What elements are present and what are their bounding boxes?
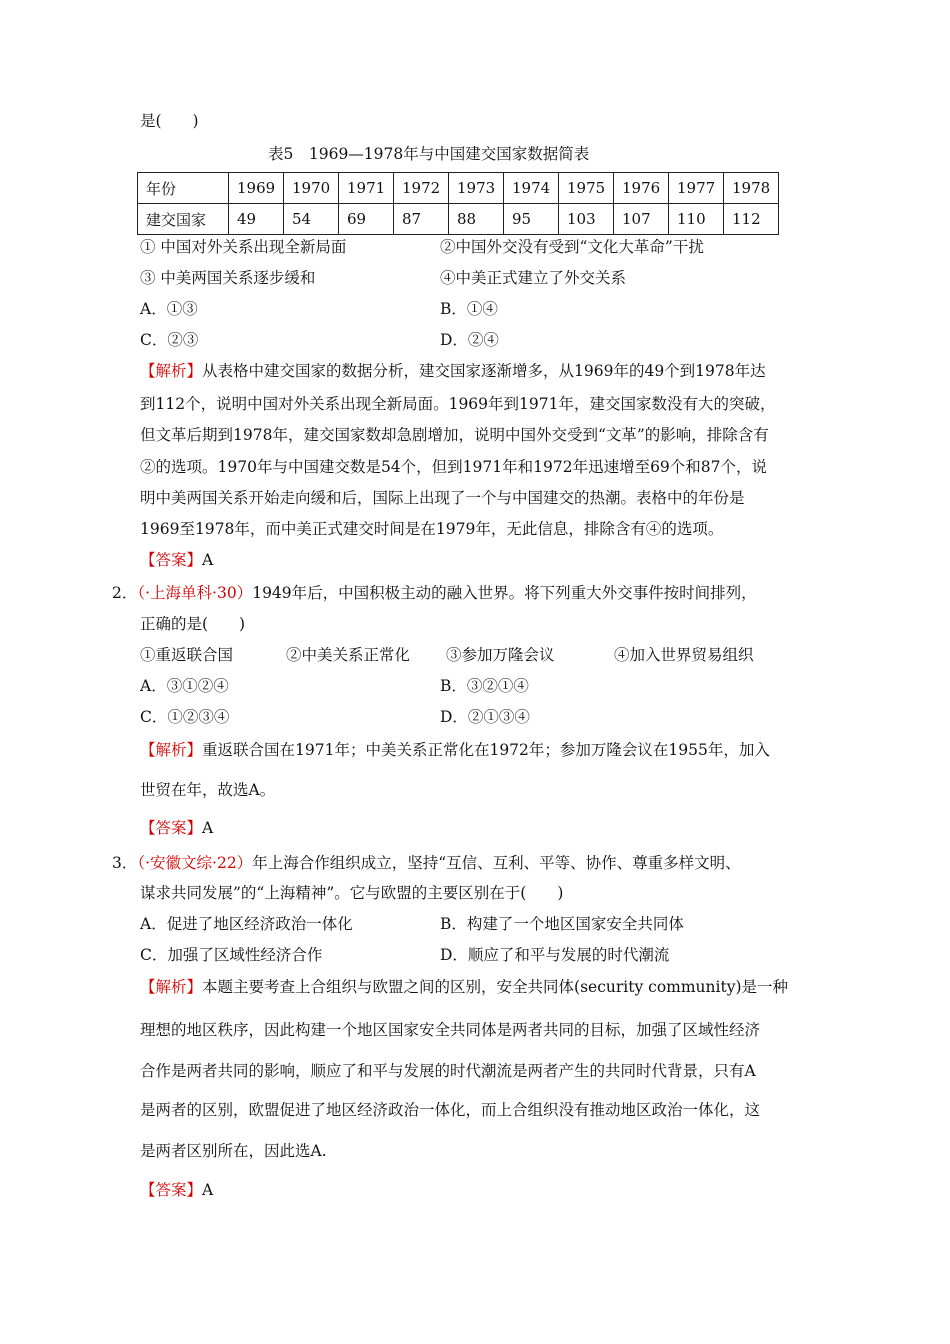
q1-option-d: D．②④ [440, 331, 499, 349]
answer-tag: 【答案】 [140, 819, 203, 837]
q3-option-d: D．顺应了和平与发展的时代潮流 [440, 946, 670, 964]
q2-option-c: C．①②③④ [140, 708, 230, 726]
q1-analysis-line: 但文革后期到1978年，建交国家数却急剧增加，说明中国外交受到“文革”的影响，排除含有 [140, 426, 769, 444]
q2-option-d: D．②①③④ [440, 708, 530, 726]
table-cell: 1973 [449, 173, 504, 204]
table-cell: 1970 [284, 173, 339, 204]
table-cell: 1969 [229, 173, 284, 204]
q2-analysis-line: 【解析】重返联合国在1971年；中美关系正常化在1972年；参加万隆会议在1955年，加入 [140, 741, 770, 759]
q3-answer: 【答案】A [140, 1181, 214, 1199]
table-cell: 107 [614, 204, 669, 235]
table-cell: 88 [449, 204, 504, 235]
table-caption: 表5 1969—1978年与中国建交国家数据简表 [268, 145, 590, 163]
q1-analysis-line: 【解析】从表格中建交国家的数据分析，建交国家逐渐增多，从1969年的49个到1978年达 [140, 362, 766, 380]
q1-analysis-line: 1969至1978年，而中美正式建交时间是在1979年，无此信息，排除含有④的选项。 [140, 520, 724, 538]
q3-analysis-line: 是两者的区别，欧盟促进了地区经济政治一体化，而上合组织没有推动地区政治一体化，这 [140, 1101, 761, 1119]
q3-analysis-line: 【解析】本题主要考查上合组织与欧盟之间的区别，安全共同体(security community)是一种 [140, 978, 788, 996]
table-row [138, 204, 779, 235]
table-cell: 110 [669, 204, 724, 235]
q3-option-b: B．构建了一个地区国家安全共同体 [440, 915, 684, 933]
q2-item-1: ①重返联合国 [140, 646, 234, 664]
q1-option-c: C．②③ [140, 331, 199, 349]
q3-analysis-line: 合作是两者共同的影响，顺应了和平与发展的时代潮流是两者产生的共同时代背景，只有A [140, 1062, 756, 1080]
table-cell: 69 [339, 204, 394, 235]
q3-stem-line: 谋求共同发展”的“上海精神”。它与欧盟的主要区别在于( ) [140, 884, 564, 902]
answer-tag: 【答案】 [140, 1181, 203, 1199]
q1-item-1: ① 中国对外关系出现全新局面 [140, 238, 347, 256]
table-cell: 1971 [339, 173, 394, 204]
table-row [138, 173, 779, 204]
analysis-tag: 【解析】 [140, 741, 203, 759]
data-table [137, 172, 779, 235]
q2-analysis-line: 世贸在年，故选A。 [140, 781, 276, 799]
q1-stem-tail: 是( ) [140, 112, 199, 130]
q1-option-a: A．①③ [140, 300, 198, 318]
table-cell: 112 [724, 204, 779, 235]
q3-analysis-line: 理想的地区秩序，因此构建一个地区国家安全共同体是两者共同的目标，加强了区域性经济 [140, 1021, 761, 1039]
analysis-tag: 【解析】 [140, 362, 203, 380]
q2-item-4: ④加入世界贸易组织 [614, 646, 754, 664]
q2-option-a: A．③①②④ [140, 677, 229, 695]
table-cell: 1976 [614, 173, 669, 204]
q2-answer: 【答案】A [140, 819, 214, 837]
q1-answer: 【答案】A [140, 551, 214, 569]
q3-option-a: A．促进了地区经济政治一体化 [140, 915, 353, 933]
q2-option-b: B．③②①④ [440, 677, 529, 695]
q1-item-4: ④中美正式建立了外交关系 [440, 269, 627, 287]
q1-analysis-line: 明中美两国关系开始走向缓和后，国际上出现了一个与中国建交的热潮。表格中的年份是 [140, 489, 745, 507]
table-cell: 1972 [394, 173, 449, 204]
q1-item-3: ③ 中美两国关系逐步缓和 [140, 269, 316, 287]
table-cell: 95 [504, 204, 559, 235]
q2-stem-line: 正确的是( ) [140, 615, 246, 633]
q1-analysis-line: 到112个，说明中国对外关系出现全新局面。1969年到1971年，建交国家数没有大的突破， [140, 395, 776, 413]
q2-stem-line: 2．（·上海单科·30）1949年后，中国积极主动的融入世界。将下列重大外交事件按时间排列， [112, 584, 757, 602]
q1-option-b: B．①④ [440, 300, 498, 318]
table-cell: 87 [394, 204, 449, 235]
table-cell: 建交国家 [138, 204, 229, 235]
q3-stem-line: 3．（·安徽文综·22）年上海合作组织成立，坚持“互信、互利、平等、协作、尊重多样文明、 [112, 854, 741, 872]
table-cell: 103 [559, 204, 614, 235]
q3-source: （·安徽文综·22） [137, 854, 253, 872]
table-cell: 1975 [559, 173, 614, 204]
analysis-tag: 【解析】 [140, 978, 203, 996]
table-cell: 1974 [504, 173, 559, 204]
table-cell: 54 [284, 204, 339, 235]
table-cell: 1978 [724, 173, 779, 204]
table-cell: 1977 [669, 173, 724, 204]
q1-analysis-line: ②的选项。1970年与中国建交数是54个，但到1971年和1972年迅速增至69个和87个，说 [140, 458, 768, 476]
q3-analysis-line: 是两者区别所在，因此选A. [140, 1142, 327, 1160]
q2-source: （·上海单科·30） [137, 584, 253, 602]
q1-item-2: ②中国外交没有受到“文化大革命”干扰 [440, 238, 704, 256]
answer-tag: 【答案】 [140, 551, 203, 569]
table-cell: 年份 [138, 173, 229, 204]
table-cell: 49 [229, 204, 284, 235]
q2-item-3: ③参加万隆会议 [446, 646, 555, 664]
q2-item-2: ②中美关系正常化 [286, 646, 411, 664]
q3-option-c: C．加强了区域性经济合作 [140, 946, 323, 964]
